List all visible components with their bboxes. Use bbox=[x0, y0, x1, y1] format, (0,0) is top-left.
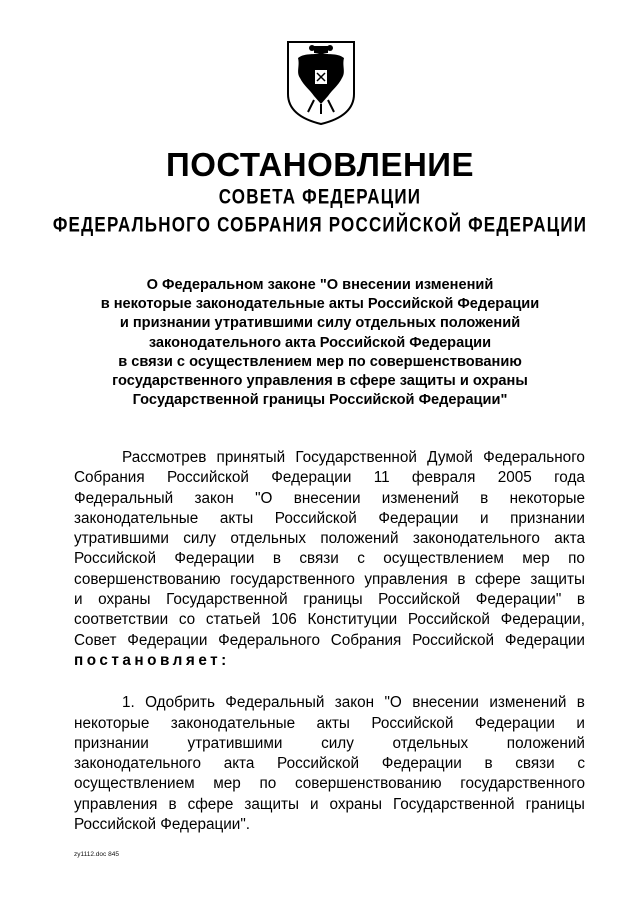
word: в bbox=[484, 755, 493, 773]
word: и bbox=[74, 591, 83, 609]
word: в bbox=[272, 550, 281, 568]
subject-line: законодательного акта Российской Федерации bbox=[148, 334, 492, 351]
word: принятый bbox=[216, 449, 286, 466]
word: года bbox=[554, 469, 585, 487]
word: управления bbox=[364, 570, 448, 588]
word: 1. bbox=[122, 694, 135, 712]
word: некоторые bbox=[509, 489, 585, 507]
word: по bbox=[259, 775, 277, 793]
preamble-line bbox=[74, 610, 585, 630]
word: и bbox=[480, 509, 489, 527]
word: законодательные bbox=[74, 509, 199, 527]
russian-coat-of-arms-icon bbox=[284, 38, 358, 126]
word: в bbox=[576, 694, 585, 712]
word: в bbox=[168, 795, 177, 813]
word: охраны bbox=[98, 591, 151, 609]
word: Думой bbox=[427, 449, 473, 466]
word: государственного bbox=[230, 570, 355, 588]
word: законодательного bbox=[74, 755, 202, 773]
word: Федерации bbox=[174, 550, 255, 568]
word: признании bbox=[510, 509, 585, 527]
word: границы bbox=[303, 591, 363, 609]
preamble-line bbox=[74, 631, 585, 651]
word: изменений bbox=[381, 489, 459, 507]
word: Российской bbox=[166, 469, 249, 487]
word: некоторые bbox=[74, 714, 150, 732]
preamble-line bbox=[74, 570, 585, 590]
word: Федеральный bbox=[74, 489, 174, 507]
subject-line: Государственной границы Российской Федерации" bbox=[132, 392, 508, 409]
word: 11 bbox=[373, 469, 390, 487]
item-line bbox=[74, 754, 585, 774]
word: "О bbox=[255, 489, 273, 507]
word: Российской bbox=[274, 509, 357, 527]
item-line bbox=[74, 795, 585, 815]
word: сфере bbox=[475, 570, 521, 588]
word: со bbox=[178, 611, 196, 629]
word: Федерации bbox=[474, 714, 555, 732]
subject-line: государственного управления в сфере защиты и охраны bbox=[112, 373, 528, 390]
word: акты bbox=[219, 509, 254, 527]
word: мер bbox=[522, 550, 550, 568]
word: Собрания bbox=[330, 631, 402, 649]
word: защиты bbox=[530, 570, 585, 588]
subject-line: и признании утратившими силу отдельных положений bbox=[119, 315, 521, 332]
issuer-line-1: СОВЕТА ФЕДЕРАЦИИ bbox=[218, 184, 422, 209]
word: внесении bbox=[412, 694, 479, 712]
word: Федерации bbox=[378, 509, 459, 527]
word: в bbox=[576, 591, 585, 609]
word: отдельных bbox=[392, 734, 469, 752]
word: границы bbox=[525, 795, 585, 813]
preamble-line bbox=[74, 549, 585, 569]
word: Федерации bbox=[381, 755, 462, 773]
word: Российской bbox=[371, 714, 454, 732]
document-body bbox=[74, 448, 585, 835]
word: с bbox=[577, 755, 585, 773]
word: 2005 bbox=[497, 469, 532, 487]
word: положений bbox=[506, 734, 585, 752]
preamble-line bbox=[74, 489, 585, 509]
subject-line: О Федеральном законе "О внесении изменений bbox=[146, 277, 494, 293]
word: Российской bbox=[277, 755, 360, 773]
word: февраля bbox=[411, 469, 476, 487]
preamble-line bbox=[74, 448, 585, 468]
file-reference: zy1112.doc 845 bbox=[74, 851, 119, 858]
preamble-line bbox=[74, 529, 585, 549]
word: мер bbox=[213, 775, 241, 793]
word: совершенствованию bbox=[74, 570, 221, 588]
word: Государственной bbox=[295, 449, 417, 466]
word: с bbox=[357, 550, 365, 568]
word: связи bbox=[515, 755, 555, 773]
word: закон bbox=[334, 694, 375, 712]
word: по bbox=[568, 550, 585, 568]
decree-word: постановляет: bbox=[74, 651, 230, 669]
word: Российской bbox=[412, 631, 495, 649]
word: Федерации" bbox=[475, 591, 562, 609]
word: Федерального bbox=[218, 631, 320, 649]
item-line bbox=[74, 693, 585, 713]
word: Федерального bbox=[483, 449, 585, 466]
word: в bbox=[457, 570, 466, 588]
word: осуществлением bbox=[383, 550, 504, 568]
word: и bbox=[310, 795, 319, 813]
word: Государственной bbox=[393, 795, 515, 813]
word: Российской bbox=[378, 591, 461, 609]
item-line bbox=[74, 734, 585, 754]
word: признании bbox=[74, 734, 149, 752]
word: сфере bbox=[187, 795, 234, 813]
word: силу bbox=[321, 734, 354, 752]
word: законодательные bbox=[170, 714, 296, 732]
word: управления bbox=[74, 795, 158, 813]
preamble-line bbox=[74, 468, 585, 488]
word: внесении bbox=[293, 489, 361, 507]
document-title: ПОСТАНОВЛЕНИЕ bbox=[165, 146, 475, 183]
word: Конституции bbox=[307, 611, 398, 629]
subject-heading bbox=[70, 276, 570, 410]
item-line: Российской Федерации". bbox=[74, 816, 251, 834]
word: совершенствованию bbox=[294, 775, 442, 793]
word: утратившими bbox=[187, 734, 283, 752]
word: Федерации bbox=[127, 631, 208, 649]
item-line bbox=[74, 714, 585, 734]
word: Государственной bbox=[166, 591, 288, 609]
subject-line: в некоторые законодательные акты Российской Федерации bbox=[100, 296, 540, 313]
word: в bbox=[480, 489, 489, 507]
word: Федерации bbox=[271, 469, 352, 487]
word: Российской bbox=[407, 611, 490, 629]
word: соответствии bbox=[74, 611, 169, 629]
decree-line bbox=[74, 651, 585, 671]
word: Совет bbox=[74, 631, 117, 649]
word: государственного bbox=[460, 775, 585, 793]
word: акта bbox=[554, 530, 585, 548]
word: положений bbox=[320, 530, 399, 548]
item-line bbox=[74, 774, 585, 794]
issuer-line-2: ФЕДЕРАЛЬНОГО СОБРАНИЯ РОССИЙСКОЙ ФЕДЕРАЦИИ bbox=[52, 212, 588, 237]
word: осуществлением bbox=[74, 775, 195, 793]
word: законодательного bbox=[412, 530, 540, 548]
word: Российской bbox=[74, 550, 156, 568]
word: Собрания bbox=[74, 469, 145, 487]
preamble-line bbox=[74, 590, 585, 610]
word: изменений bbox=[489, 694, 567, 712]
word: "О bbox=[384, 694, 402, 712]
preamble-line bbox=[74, 509, 585, 529]
word: акта bbox=[223, 755, 255, 773]
word: защиты bbox=[244, 795, 299, 813]
word: акты bbox=[316, 714, 350, 732]
word: отдельных bbox=[230, 530, 306, 548]
word: 106 bbox=[271, 611, 297, 629]
word: охраны bbox=[329, 795, 382, 813]
word: закон bbox=[194, 489, 234, 507]
word: и bbox=[576, 714, 585, 732]
word: утратившими bbox=[74, 530, 169, 548]
subject-line: в связи с осуществлением мер по совершенствованию bbox=[118, 353, 522, 370]
word: Федеральный bbox=[225, 694, 325, 712]
word: Одобрить bbox=[145, 694, 215, 712]
word: статьей bbox=[205, 611, 261, 629]
word: Рассмотрев bbox=[122, 449, 207, 466]
word: силу bbox=[183, 530, 217, 548]
word: Федерации bbox=[504, 631, 585, 649]
word: связи bbox=[299, 550, 339, 568]
word: Федерации, bbox=[500, 611, 585, 629]
